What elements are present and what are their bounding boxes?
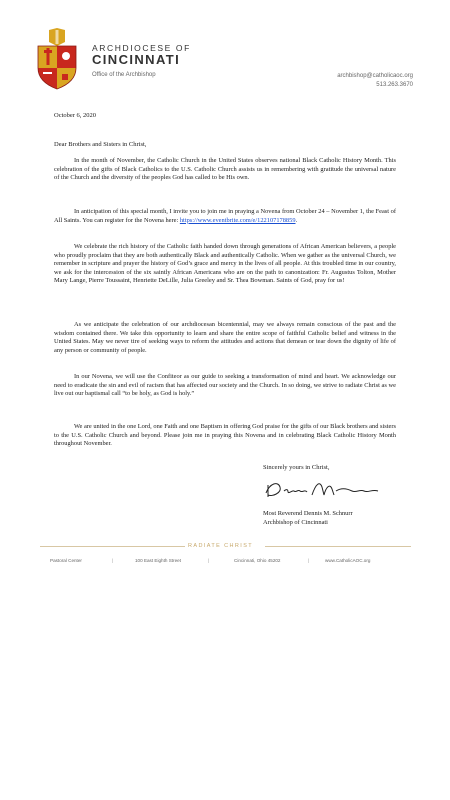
paragraph-1: In the month of November, the Catholic Church in the United States observes national Black Catholic History Month. This celebration of the gifts of Black Catholics to the U.S. Catholic Church assists us in remembering with gratitude the universal nature of the Church and the diversity of the peoples God has called to be His own. [54, 157, 396, 182]
closing: Sincerely yours in Christ, [263, 464, 330, 471]
footer-separator: | [112, 558, 114, 563]
footer-website[interactable]: www.CatholicAOC.org [325, 558, 371, 563]
footer-city: Cincinnati, Ohio 45202 [234, 558, 281, 563]
footer-divider-right [265, 546, 411, 547]
footer-separator: | [308, 558, 310, 563]
paragraph-4: As we anticipate the celebration of our archdiocesan bicentennial, may we always remain conscious of the past and the wisdom contained there. We take this opportunity to learn and share the entire scope of faithful Catholic belief and witness in the United States. May we never tire of seeking ways to reform the attitudes and actions that demean or tear down the dignity of life of any person or community of people. [54, 321, 396, 354]
novena-registration-link[interactable]: https://www.eventbrite.com/e/122107178859 [179, 216, 296, 224]
footer-street: 100 East Eighth Street [135, 558, 181, 563]
org-name-line2: CINCINNATI [92, 52, 181, 67]
footer-divider-left [40, 546, 185, 547]
contact-phone: 513.263.3670 [376, 82, 413, 88]
signature-image [262, 477, 382, 503]
paragraph-2-text: In anticipation of this special month, I invite you to join me in praying a Novena from October 24 – November 1, the Feast of All Saints. You can register for the Novena here: [54, 208, 396, 224]
paragraph-5: In our Novena, we will use the Confiteor as our guide to seeking a transformation of mind and heart. We acknowledge our need to eradicate the sin and evil of racism that has affected our society and the Church. In so doing, we strive to radiate Christ as we live out our baptismal call “to be holy, as God is holy.” [54, 373, 396, 398]
letter-date: October 6, 2020 [54, 112, 97, 119]
salutation: Dear Brothers and Sisters in Christ, [54, 141, 147, 148]
footer-pastoral-center: Pastoral Center [50, 558, 82, 563]
footer-separator: | [208, 558, 210, 563]
signer-title: Archbishop of Cincinnati [263, 519, 328, 526]
contact-email[interactable]: archbishop@catholicaoc.org [337, 73, 413, 79]
org-name-line1: ARCHDIOCESE OF [92, 43, 191, 53]
signer-name: Most Reverend Dennis M. Schnurr [263, 510, 353, 517]
footer-motto: RADIATE CHRIST [188, 543, 254, 549]
archdiocese-crest-icon [35, 28, 79, 90]
office-name: Office of the Archbishop [92, 72, 156, 78]
paragraph-3: We celebrate the rich history of the Catholic faith handed down through generations of African American believers, a people who proudly proclaim that they are both authentically Black and authentically Catholic. When we gather as the universal Church, we remember in scripture and prayer the history of God’s grace and mercy in the lives of all people. At this troubled time in our country, we ask for the intercession of the six saintly African Americans who are on the path to canonization: Fr. Augustus Tolton, Mother Mary Lange, Pierre Toussaint, Henriette DeLille, Julia Greeley and Sr. Thea Bowman. Saints of God, pray for us! [54, 243, 396, 285]
paragraph-6: We are united in the one Lord, one Faith and one Baptism in offering God praise for the gifts of our Black brothers and sisters to the U.S. Catholic Church and beyond. Please join me in praying this Novena and in celebrating Black Catholic History Month throughout November. [54, 423, 396, 448]
paragraph-2: In anticipation of this special month, I invite you to join me in praying a Novena from October 24 – November 1, the Feast of All Saints. You can register for the Novena here: https://www.eventbrite.com/e/122107178859. [54, 208, 396, 224]
contact-block [337, 72, 413, 90]
